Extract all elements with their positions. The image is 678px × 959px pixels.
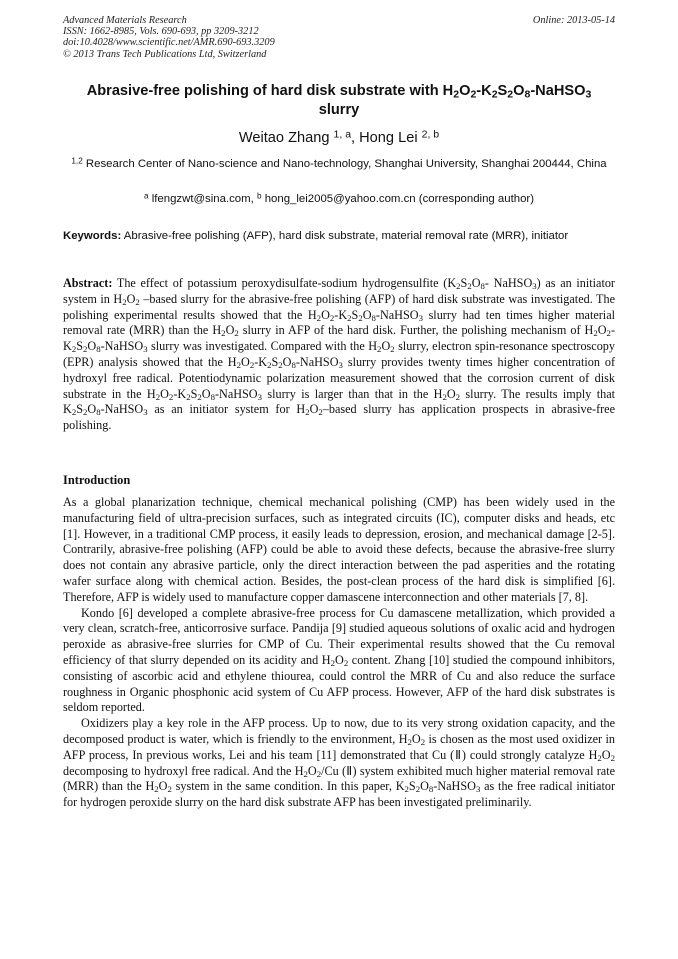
author-name: Weitao Zhang <box>238 130 330 146</box>
journal-name: Advanced Materials Research <box>63 15 187 26</box>
doi-line: doi:10.4028/www.scientific.net/AMR.690-693.3209 <box>63 37 275 49</box>
paper-title: Abrasive-free polishing of hard disk substrate with $H_2O_2-K_2S_2O_8-NaHSO_3$ slurry <box>86 83 592 118</box>
author-list: Weitao Zhang $^{1, a}$, Hong Lei $^{2, b}$ <box>238 128 440 146</box>
paragraph: Kondo [6] developed a complete abrasive-free process for Cu damascene metallization, which provided a very clean, scratch-free, anticorrosive surface. Pandija [9] studied aqueous solutions of oxalic acid and hydrogen peroxide as abrasive-free slurries for CMP of Cu. Their experimental results showed that the Cu removal efficiency of that slurry depended on its acidity and $H_2O_2$ content. Zhang [10] studied the compound inhibitors, consisting of ascorbic acid and ethylene thiourea, could control the MRR of Cu and also reduce the surface roughness in Organic phosphonic acid system of Cu AFP process. However, AFP of the hard disk substrates is seldom reported. <box>63 605 615 715</box>
introduction-heading: Introduction <box>63 473 131 487</box>
keywords <box>63 229 615 245</box>
author-emails: $^a$ lfengzwt@sina.com, $^b$ hong_lei2005@yahoo.com.cn (corresponding author) <box>143 191 535 205</box>
journal-header <box>63 15 615 60</box>
introduction-body <box>63 495 615 811</box>
affiliation: $^{1,2}$ Research Center of Nano-science and Nano-technology, Shanghai University, Shanghai 200444, China <box>71 156 607 170</box>
email-link[interactable]: lfengzwt@sina.com <box>151 193 251 205</box>
keywords-label: Keywords: <box>63 230 122 242</box>
issn-line: ISSN: 1662-8985, Vols. 690-693, pp 3209-3212 <box>63 26 259 38</box>
abstract: Abstract: The effect of potassium peroxydisulfate-sodium hydrogensulfite ($K_2S_2O_8-$ NaHSO$_3$) as an initiator system in $H_2O_2$ –based slurry for the abrasive-free polishing (AFP) of hard disk substrate was investigated. The polishing experimental results showed that the $H_2O_2-K_2S_2O_8-NaHSO_3$ slurry had ten times higher material removal rate (MRR) than the $H_2O_2$ slurry in AFP of the hard disk. Further, the polishing mechanism of $H_2O_2-K_2S_2O_8-NaHSO_3$ slurry was investigated. Compared with the $H_2O_2$ slurry, electron spin-resonance spectroscopy (EPR) analysis showed that the $H_2O_2-K_2S_2O_8-NaHSO_3$ slurry provides twenty times higher concentration of hydroxyl free radical. Potentiodynamic polarization measurement showed that the corrosion current of disk substrate in the $H_2O_2-K_2S_2O_8-NaHSO_3$ slurry is larger than that in the $H_2O_2$ slurry. The results imply that $K_2S_2O_8-NaHSO_3$ as an initiator system for $H_2O_2$–based slurry has application prospects in abrasive-free polishing. <box>63 276 616 433</box>
online-date: Online: 2013-05-14 <box>532 15 615 26</box>
keywords-text: Abrasive-free polishing (AFP), hard disk substrate, material removal rate (MRR), initiator <box>123 230 569 242</box>
abstract-label: Abstract: <box>63 276 113 290</box>
email-link[interactable]: hong_lei2005@yahoo.com.cn (corresponding author) <box>264 193 535 205</box>
paragraph: Oxidizers play a key role in the AFP process. Up to now, due to its very strong oxidation capacity, and the decomposed product is water, which is friendly to the environment, $H_2O_2$ is chosen as the most used oxidizer in AFP process, In previous works, Lei and his team [11] demonstrated that Cu (Ⅱ) could strongly catalyze $H_2O_2$ decomposing to hydroxyl free radical. And the $H_2O_2/Cu$ (Ⅱ) system exhibited much higher material removal rate (MRR) than the $H_2O_2$ system in the same condition. In this paper, $K_2S_2O_8-NaHSO_3$ as the free radical initiator for hydrogen peroxide slurry on the hard disk substrate AFP has been investigated preliminarily. <box>63 716 616 810</box>
paragraph: As a global planarization technique, chemical mechanical polishing (CMP) has been widely used in the manufacturing field of ultra-precision surfaces, such as integrated circuits (IC), computer disks and heads, etc [1]. However, in a traditional CMP process, it easily leads to depression, erosion, and mechanical damage [2-5]. Contrarily, abrasive-free polishing (AFP) could be able to avoid these defects, because the abrasive-free slurry does not contain any abrasive particle, only the direct interaction between the pad asperities and the rotating wafer surface along with chemical action. Besides, the post-clean process of the hard disk is simplified [6]. Therefore, AFP is widely used to manufacture copper damascene interconnection and other materials [7, 8]. <box>63 495 615 604</box>
author-name: Hong Lei <box>359 130 418 146</box>
copyright-line: © 2013 Trans Tech Publications Ltd, Switzerland <box>63 48 267 60</box>
